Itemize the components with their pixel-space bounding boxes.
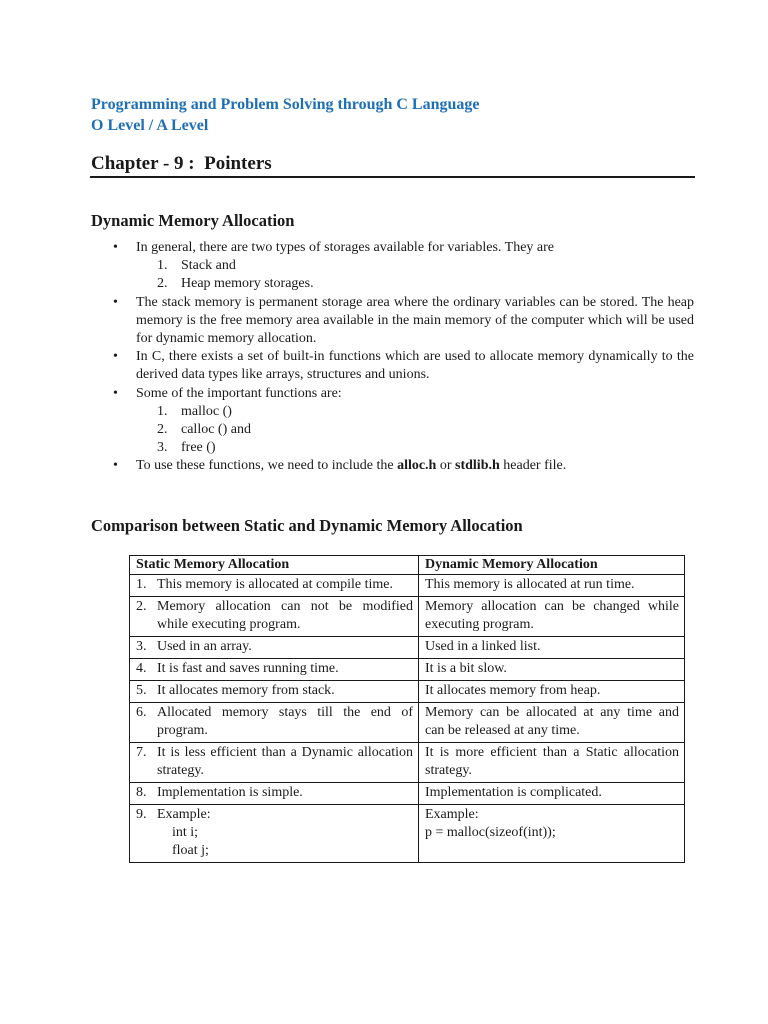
sub-item-text: free () (181, 440, 216, 456)
code-line: int i; (172, 825, 199, 840)
dynamic-cell (419, 703, 685, 743)
table-row-example (130, 805, 685, 863)
static-text: Implementation is simple. (157, 785, 303, 800)
static-cell (130, 575, 419, 597)
static-cell-content (136, 704, 413, 740)
dynamic-text: Implementation is complicated. (425, 785, 602, 800)
dynamic-cell (419, 783, 685, 805)
bullet-icon: • (113, 349, 118, 365)
chapter-divider (90, 176, 695, 178)
sub-list-item (91, 257, 694, 275)
static-cell (130, 703, 419, 743)
code-line: float j; (172, 843, 209, 858)
static-example (136, 806, 413, 860)
bullet-text: Some of the important functions are: (136, 385, 342, 401)
sub-list-item (91, 275, 694, 293)
example-label: Example: (425, 807, 479, 822)
table-row (130, 659, 685, 681)
item-number: 1. (157, 403, 168, 419)
header-file-alloc: alloc.h (397, 458, 437, 474)
table-row (130, 575, 685, 597)
item-number: 2. (157, 422, 168, 438)
dma-bullet-list (91, 239, 694, 476)
row-number: 5. (136, 683, 147, 698)
row-number: 9. (136, 807, 147, 822)
table-row (130, 637, 685, 659)
row-number: 1. (136, 577, 147, 592)
code-line: p = malloc(sizeof(int)); (425, 825, 556, 840)
static-text: It allocates memory from stack. (157, 683, 335, 698)
static-text: Allocated memory stays till the end of program. (157, 705, 413, 738)
list-item (91, 457, 694, 475)
dynamic-cell (419, 637, 685, 659)
dynamic-cell (419, 597, 685, 637)
static-cell (130, 597, 419, 637)
static-text: Used in an array. (157, 639, 252, 654)
row-number: 7. (136, 745, 147, 760)
bullet-icon: • (113, 294, 118, 310)
sub-item-text: Stack and (181, 258, 236, 274)
row-number: 2. (136, 599, 147, 614)
dynamic-text: Memory allocation can be changed while executing program. (425, 599, 679, 632)
comparison-table-body (130, 575, 685, 805)
dynamic-text: It is a bit slow. (425, 661, 507, 676)
static-text: It is fast and saves running time. (157, 661, 339, 676)
bullet-text-or: or (436, 458, 456, 474)
row-number: 4. (136, 661, 147, 676)
item-number: 3. (157, 440, 168, 456)
table-row (130, 681, 685, 703)
dynamic-cell (419, 743, 685, 783)
header-file-stdlib: stdlib.h (455, 458, 500, 474)
dynamic-text: It allocates memory from heap. (425, 683, 601, 698)
static-cell (130, 681, 419, 703)
bullet-text-suffix: header file. (499, 458, 567, 474)
list-item (91, 239, 694, 257)
static-cell-content (136, 660, 413, 678)
static-cell (130, 805, 419, 863)
table-row (130, 597, 685, 637)
table-row (130, 783, 685, 805)
bullet-icon: • (113, 240, 118, 255)
static-cell-content (136, 598, 413, 634)
bullet-icon: • (113, 385, 118, 401)
row-number: 8. (136, 785, 147, 800)
dynamic-text: Memory can be allocated at any time and can be released at any time. (425, 705, 679, 738)
section-heading-dynamic-memory: Dynamic Memory Allocation (91, 211, 295, 230)
dynamic-cell (419, 575, 685, 597)
section-heading-comparison: Comparison between Static and Dynamic Memory Allocation (91, 516, 523, 535)
item-number: 2. (157, 276, 168, 292)
static-cell-content (136, 638, 413, 656)
sub-item-text: calloc () and (181, 422, 251, 438)
example-label: Example: (157, 807, 211, 822)
static-cell (130, 783, 419, 805)
dynamic-cell (419, 681, 685, 703)
static-cell (130, 743, 419, 783)
bullet-text: In general, there are two types of storages available for variables. They are (136, 240, 554, 255)
bullet-text: In C, there exists a set of built-in functions which are used to allocate memory dynamically to the derived data types like arrays, structures and unions. (136, 349, 694, 383)
dynamic-cell (419, 659, 685, 681)
column-header-static: Static Memory Allocation (130, 556, 419, 575)
table-row (130, 743, 685, 783)
item-number: 1. (157, 258, 168, 274)
row-number: 6. (136, 705, 147, 720)
dynamic-text: Used in a linked list. (425, 639, 541, 654)
sub-list-item (91, 439, 694, 457)
static-cell-content (136, 576, 413, 594)
comparison-table (129, 555, 685, 863)
row-number: 3. (136, 639, 147, 654)
bullet-text: The stack memory is permanent storage area where the ordinary variables can be stored. The heap memory is the free memory area available in the main memory of the computer which will be used for dynamic memory allocation. (136, 294, 694, 347)
static-text: Memory allocation can not be modified while executing program. (157, 599, 413, 632)
bullet-text-prefix: To use these functions, we need to include the (136, 458, 398, 474)
course-level: O Level / A Level (91, 117, 209, 134)
static-cell (130, 637, 419, 659)
static-cell (130, 659, 419, 681)
static-text: It is less efficient than a Dynamic allocation strategy. (157, 745, 413, 778)
sub-list-item (91, 421, 694, 439)
sub-list-item (91, 403, 694, 421)
chapter-title: Chapter - 9 : Pointers (91, 153, 272, 174)
static-cell-content (136, 784, 413, 802)
sub-item-text: Heap memory storages. (181, 276, 314, 292)
list-item (91, 348, 694, 384)
course-title: Programming and Problem Solving through C Language (91, 96, 480, 113)
list-item (91, 385, 694, 403)
list-item (91, 294, 694, 349)
static-text: This memory is allocated at compile time. (157, 577, 393, 592)
table-header-row (130, 556, 685, 575)
table-row (130, 703, 685, 743)
static-cell-content (136, 744, 413, 780)
sub-item-text: malloc () (181, 403, 232, 419)
static-cell-content (136, 682, 413, 700)
column-header-dynamic: Dynamic Memory Allocation (419, 556, 685, 575)
dynamic-text: It is more efficient than a Static allocation strategy. (425, 745, 679, 778)
dynamic-cell (419, 805, 685, 863)
bullet-icon: • (113, 458, 118, 474)
dynamic-text: This memory is allocated at run time. (425, 577, 635, 592)
